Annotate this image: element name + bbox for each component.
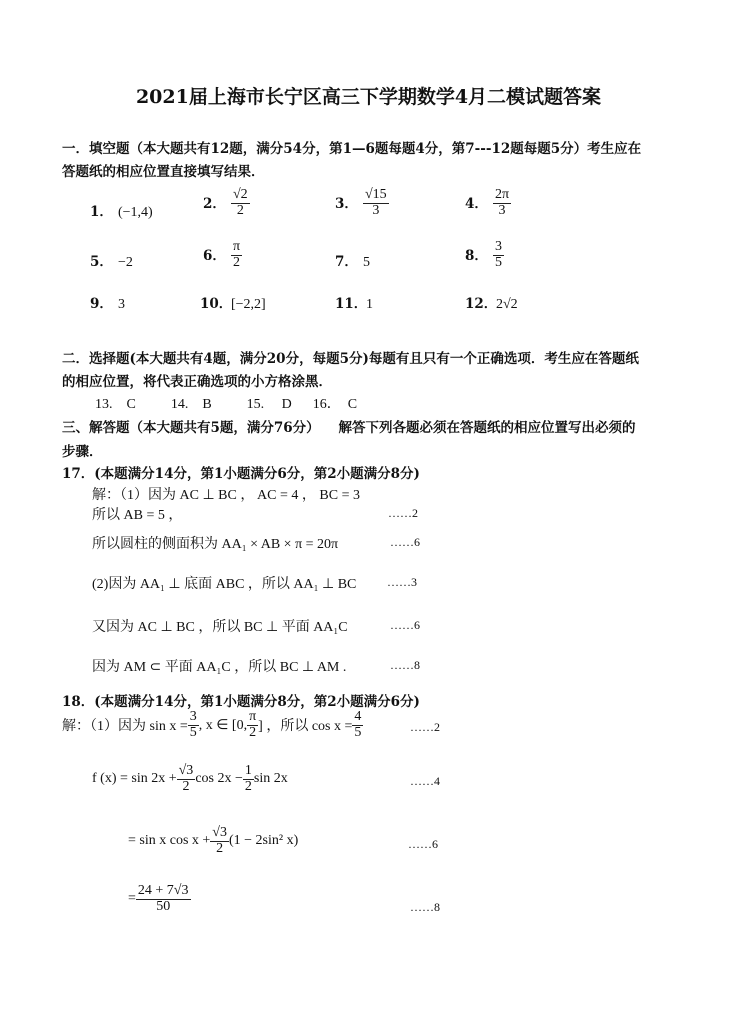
q18-score-4: ……8 — [410, 900, 440, 914]
answer-2: 2． $\frac{√2}{2}$ — [203, 187, 248, 218]
section3-heading-line2: 步骤． — [62, 444, 103, 460]
answer-6: 6． $\frac{\pi}{2}$ — [203, 239, 241, 270]
answer-11: 11．1 — [335, 296, 373, 312]
answer-7: 7． 5 — [335, 254, 370, 270]
answer-4: 4． $\frac{2\pi}{3}$ — [465, 187, 510, 218]
section2-heading-line1: 二．选择题(本大题共有4题，满分20分，每题5分)每题有且只有一个正确选项．考生应在答题纸 — [62, 351, 639, 367]
answer-10: 10．[−2,2] — [200, 296, 266, 312]
q18-score-3: ……6 — [408, 837, 438, 851]
q18-score-2: ……4 — [410, 774, 440, 788]
q17-score-1: ……2 — [388, 506, 418, 520]
choice-answers: 13. C 14. B 15. D 16． C — [95, 397, 358, 412]
answer-9: 9． 3 — [90, 296, 125, 312]
q18-line4: = $\frac{24 + 7√3}{50}$ — [128, 883, 189, 914]
answer-3: 3． $\frac{√15}{3}$ — [335, 187, 387, 218]
section3-heading-line1: 三、解答题（本大题共有5题，满分76分） 解答下列各题必须在答题纸的相应位置写出必须的 — [62, 420, 636, 436]
q17-score-2: ……6 — [390, 535, 420, 549]
q17-score-4: ……6 — [390, 618, 420, 632]
q17-line5: 又因为 AC ⊥ BC ，所以 BC ⊥ 平面 AA₁C — [92, 620, 348, 635]
q18-score-1: ……2 — [410, 720, 440, 734]
answer-12: 12．2√2 — [465, 296, 518, 312]
section1-heading-line2: 答题纸的相应位置直接填写结果． — [62, 164, 265, 180]
answer-1: 1． (−1,4) — [90, 204, 153, 220]
q18-line1: 解：（1）因为 sin x = $\frac{3}{5}$ , x ∈ [0, $\frac{\pi}{2}$ ] ，所以 cos x = $\frac{4}{5}$ — [62, 709, 362, 740]
q17-line3: 所以圆柱的侧面积为 AA₁ × AB × π = 20π — [92, 537, 339, 552]
q18-header: 18．(本题满分14分，第1小题满分8分，第2小题满分6分) — [62, 694, 420, 710]
page-title: 2021届上海市长宁区高三下学期数学4月二模试题答案 — [135, 86, 602, 108]
q17-score-3: ……3 — [387, 575, 417, 589]
answer-5: 5． −2 — [90, 254, 133, 270]
q17-line1: 解：（1）因为 AC ⊥ BC ， AC = 4 ， BC = 3 — [92, 488, 360, 503]
q18-line2: f (x) = sin 2x + $\frac{√3}{2}$ cos 2x − $\frac{1}{2}$ sin 2x — [92, 763, 288, 794]
q17-header: 17．(本题满分14分，第1小题满分6分，第2小题满分8分) — [62, 466, 420, 482]
q18-line3: = sin x cos x + $\frac{√3}{2}$ (1 − 2sin² x) — [128, 825, 299, 856]
q17-line6: 因为 AM ⊂ 平面 AA₁C ，所以 BC ⊥ AM . — [92, 660, 347, 675]
answer-8: 8． $\frac{3}{5}$ — [465, 239, 502, 270]
section2-heading-line2: 的相应位置，将代表正确选项的小方格涂黑． — [62, 374, 332, 390]
section1-heading-line1: 一．填空题（本大题共有12题，满分54分，第1—6题每题4分，第7---12题每题5分）考生应在 — [62, 141, 642, 157]
q17-line4: (2)因为 AA₁ ⊥ 底面 ABC ，所以 AA₁ ⊥ BC — [92, 577, 357, 592]
q17-line2: 所以 AB = 5 ， — [92, 508, 183, 523]
q17-score-5: ……8 — [390, 658, 420, 672]
